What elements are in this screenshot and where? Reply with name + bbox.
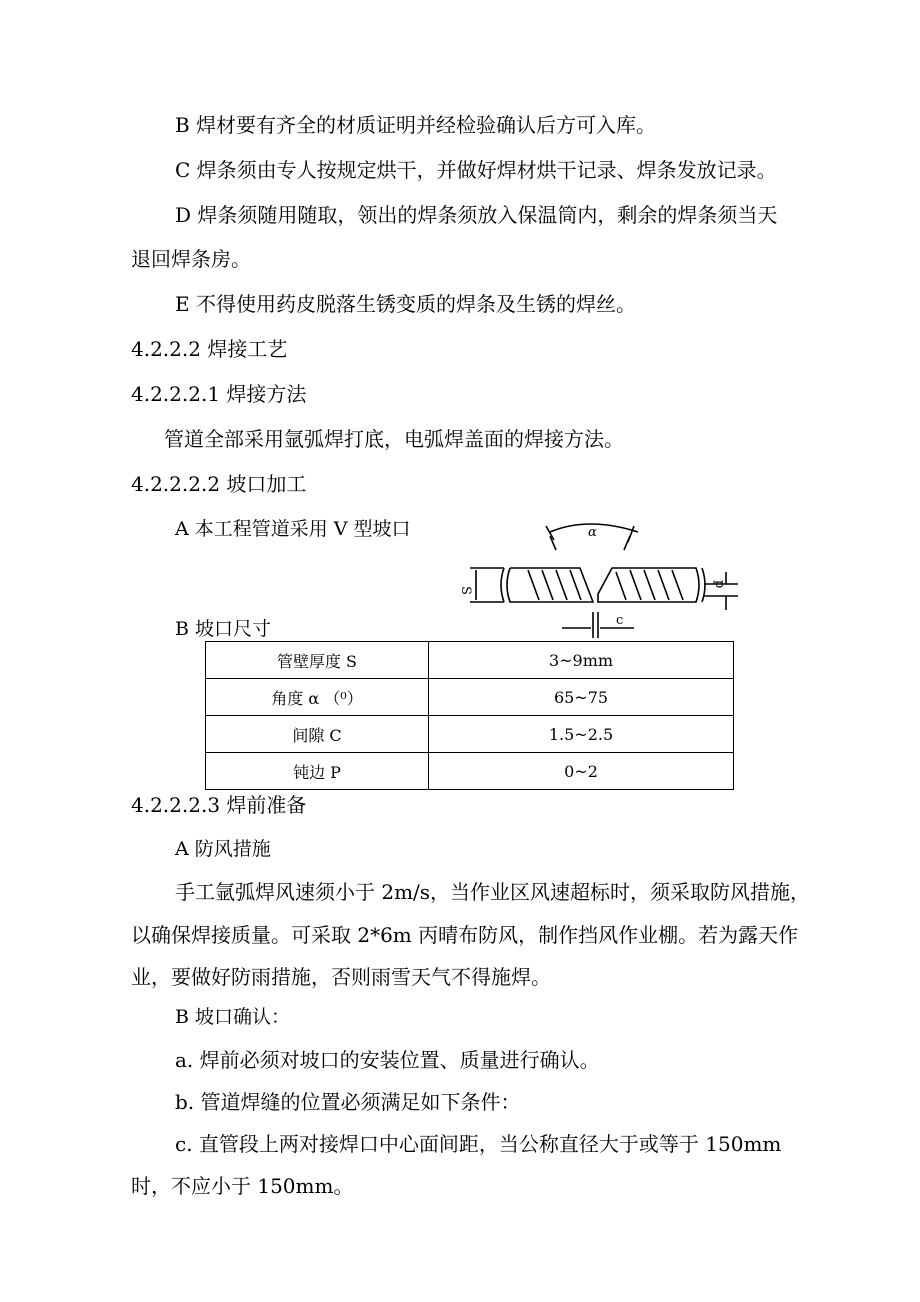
list-item-c-line1: c. 直管段上两对接焊口中心面间距，当公称直径大于或等于 150mm: [175, 1132, 782, 1156]
paragraph-d-line2: 退回焊条房。: [131, 247, 251, 271]
paragraph-a-windproof: A 防风措施: [175, 838, 271, 860]
table-cell-param: 钝边 P: [206, 753, 429, 790]
list-item-a: a. 焊前必须对坡口的安装位置、质量进行确认。: [175, 1048, 600, 1072]
v-groove-diagram: [438, 520, 758, 642]
table-cell-param: 间隙 C: [206, 716, 429, 753]
label-p: p: [712, 580, 727, 589]
table-row: [206, 716, 734, 753]
label-c: c: [616, 613, 624, 628]
paragraph-b-materials: B 焊材要有齐全的材质证明并经检验确认后方可入库。: [175, 113, 657, 137]
list-item-b: b. 管道焊缝的位置必须满足如下条件：: [175, 1090, 521, 1114]
paragraph-a-v-groove: A 本工程管道采用 V 型坡口: [175, 518, 411, 540]
right-plate: [598, 568, 699, 602]
table-row: [206, 642, 734, 679]
table-cell-value: 1.5~2.5: [429, 716, 734, 753]
paragraph-c-drying: C 焊条须由专人按规定烘干，并做好焊材烘干记录、焊条发放记录。: [175, 158, 777, 182]
paragraph-wind-line3: 业，要做好防雨措施，否则雨雪天气不得施焊。: [131, 965, 551, 989]
table-cell-value: 0~2: [429, 753, 734, 790]
table-row: [206, 753, 734, 790]
table-cell-value: 65~75: [429, 679, 734, 716]
table-cell-param: 角度 α （⁰）: [206, 679, 429, 716]
heading-4-2-2-2-1: 4.2.2.2.1 焊接方法: [131, 382, 307, 406]
list-item-c-line2: 时，不应小于 150mm。: [131, 1174, 354, 1198]
paragraph-d-line1: D 焊条须随用随取，领出的焊条须放入保温筒内，剩余的焊条须当天: [175, 203, 778, 227]
paragraph-b-groove-confirm: B 坡口确认：: [175, 1006, 291, 1028]
paragraph-wind-line1: 手工氩弧焊风速须小于 2m/s，当作业区风速超标时，须采取防风措施，: [175, 880, 811, 904]
paragraph-e-rust: E 不得使用药皮脱落生锈变质的焊条及生锈的焊丝。: [175, 292, 636, 316]
table-row: [206, 679, 734, 716]
heading-4-2-2-2-2: 4.2.2.2.2 坡口加工: [131, 472, 307, 496]
paragraph-b-groove-size: B 坡口尺寸: [175, 618, 272, 640]
label-alpha: α: [588, 525, 597, 540]
table-cell-value: 3~9mm: [429, 642, 734, 679]
label-s: S: [458, 586, 473, 595]
heading-4-2-2-2-3: 4.2.2.2.3 焊前准备: [131, 793, 307, 817]
paragraph-welding-method: 管道全部采用氩弧焊打底，电弧焊盖面的焊接方法。: [164, 427, 624, 451]
table-cell-param: 管壁厚度 S: [206, 642, 429, 679]
groove-spec-table: [205, 641, 734, 790]
paragraph-wind-line2: 以确保焊接质量。可采取 2*6m 丙晴布防风，制作挡风作业棚。若为露天作: [131, 923, 799, 947]
heading-4-2-2-2: 4.2.2.2 焊接工艺: [131, 337, 288, 361]
